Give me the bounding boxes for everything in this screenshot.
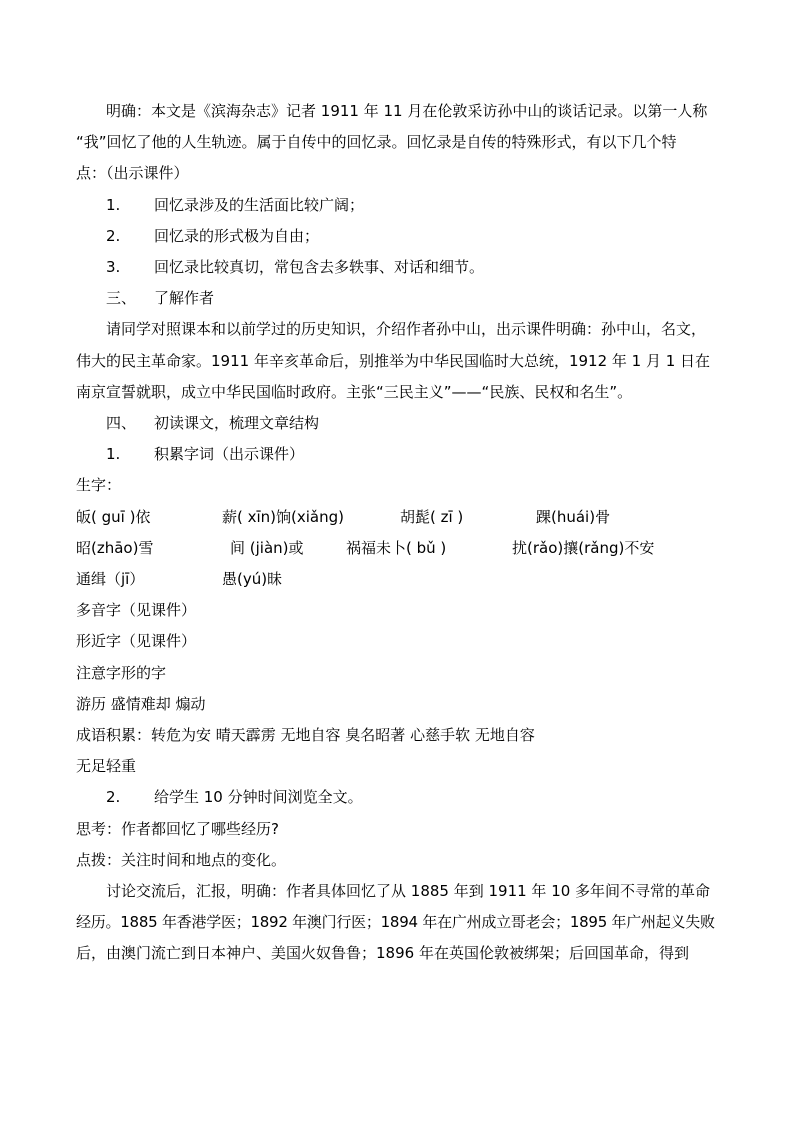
section-heading-4 xyxy=(76,408,716,439)
vocab-item: 薪( xīn)饷(xiǎng) xyxy=(222,507,344,526)
chengyu-line-2: 无足轻重 xyxy=(76,757,137,776)
intro-line-1: 明确：本文是《滨海杂志》记者 1911 年 11 月在伦敦采访孙中山的谈话记录。以第一人称 xyxy=(106,102,708,120)
vocab-item: 祸福未卜( bǔ ) xyxy=(346,538,447,557)
section-title: 初读课文，梳理文章结构 xyxy=(154,414,320,433)
duoyin-line: 多音字（见课件） xyxy=(76,601,197,620)
vocab-row xyxy=(76,502,716,533)
sub-title: 给学生 10 分钟时间浏览全文。 xyxy=(154,788,363,807)
discuss-line-1: 讨论交流后，汇报，明确：作者具体回忆了从 1885 年到 1911 年 10 多年间不寻常的革命 xyxy=(106,882,711,901)
intro-line-3: 点：（出示课件） xyxy=(76,164,189,183)
vocab-row xyxy=(76,564,716,595)
author-line-1: 请同学对照课本和以前学过的历史知识，介绍作者孙中山，出示课件明确：孙中山，名文， xyxy=(106,320,707,339)
list-number: 1. xyxy=(106,445,121,464)
list-number: 2. xyxy=(106,788,121,807)
vocab-item: 昭(zhāo)雪 xyxy=(76,538,154,557)
list-item xyxy=(76,190,716,221)
section-number: 三、 xyxy=(106,289,137,308)
xingjin-line: 形近字（见课件） xyxy=(76,632,197,651)
list-text: 回忆录的形式极为自由； xyxy=(154,226,320,245)
list-number: 1. xyxy=(106,195,121,214)
list-text: 回忆录涉及的生活面比较广阔； xyxy=(154,195,365,214)
list-item xyxy=(76,221,716,252)
shengzi-label: 生字： xyxy=(76,476,122,495)
author-line-3: 南京宣誓就职，成立中华民国临时政府。主张“三民主义”——“民族、民权和名生”。 xyxy=(76,382,633,401)
discuss-line-3: 后，由澳门流亡到日本神户、美国火奴鲁鲁；1896 年在英国伦敦被绑架；后回国革命，得到 xyxy=(76,944,689,963)
chengyu-line: 成语积累：转危为安 晴天霹雳 无地自容 臭名昭著 心慈手软 无地自容 xyxy=(76,726,535,745)
list-text: 回忆录比较真切，常包含去多轶事、对话和细节。 xyxy=(154,258,485,277)
dianbo-line: 点拨：关注时间和地点的变化。 xyxy=(76,850,287,869)
vocab-row xyxy=(76,533,716,564)
section-heading-3 xyxy=(76,283,716,314)
list-number: 3. xyxy=(106,258,121,277)
sub-heading-1 xyxy=(76,439,716,470)
vocab-item: 通缉（jī） xyxy=(76,570,145,589)
author-line-2: 伟大的民主革命家。1911 年辛亥革命后，别推举为中华民国临时大总统，1912 年 1 月 1 日在 xyxy=(76,351,711,370)
intro-line-2: “我”回忆了他的人生轨迹。属于自传中的回忆录。回忆录是自传的特殊形式，有以下几个特 xyxy=(76,133,677,152)
list-item xyxy=(76,252,716,283)
sikao-line: 思考：作者都回忆了哪些经历? xyxy=(76,819,279,838)
vocab-item: 愚(yú)昧 xyxy=(222,570,283,589)
document-page xyxy=(76,96,716,970)
sub-title: 积累字词（出示课件） xyxy=(154,445,305,464)
discuss-line-2: 经历。1885 年香港学医；1892 年澳门行医；1894 年在广州成立哥老会；1895 年广州起义失败 xyxy=(76,913,715,932)
zhuyi-words: 游历 盛情难却 煽动 xyxy=(76,694,206,713)
vocab-item: 踝(huái)骨 xyxy=(536,507,611,526)
vocab-item: 胡髭( zī ) xyxy=(400,507,464,526)
section-title: 了解作者 xyxy=(154,289,215,308)
vocab-item: 皈( guī )依 xyxy=(76,507,151,526)
sub-heading-2 xyxy=(76,782,716,813)
vocab-item: 扰(rǎo)攘(rǎng)不安 xyxy=(512,538,655,557)
zhuyi-line: 注意字形的字 xyxy=(76,663,167,682)
vocab-item: 间 (jiàn)或 xyxy=(230,538,304,557)
list-number: 2. xyxy=(106,226,121,245)
section-number: 四、 xyxy=(106,414,137,433)
